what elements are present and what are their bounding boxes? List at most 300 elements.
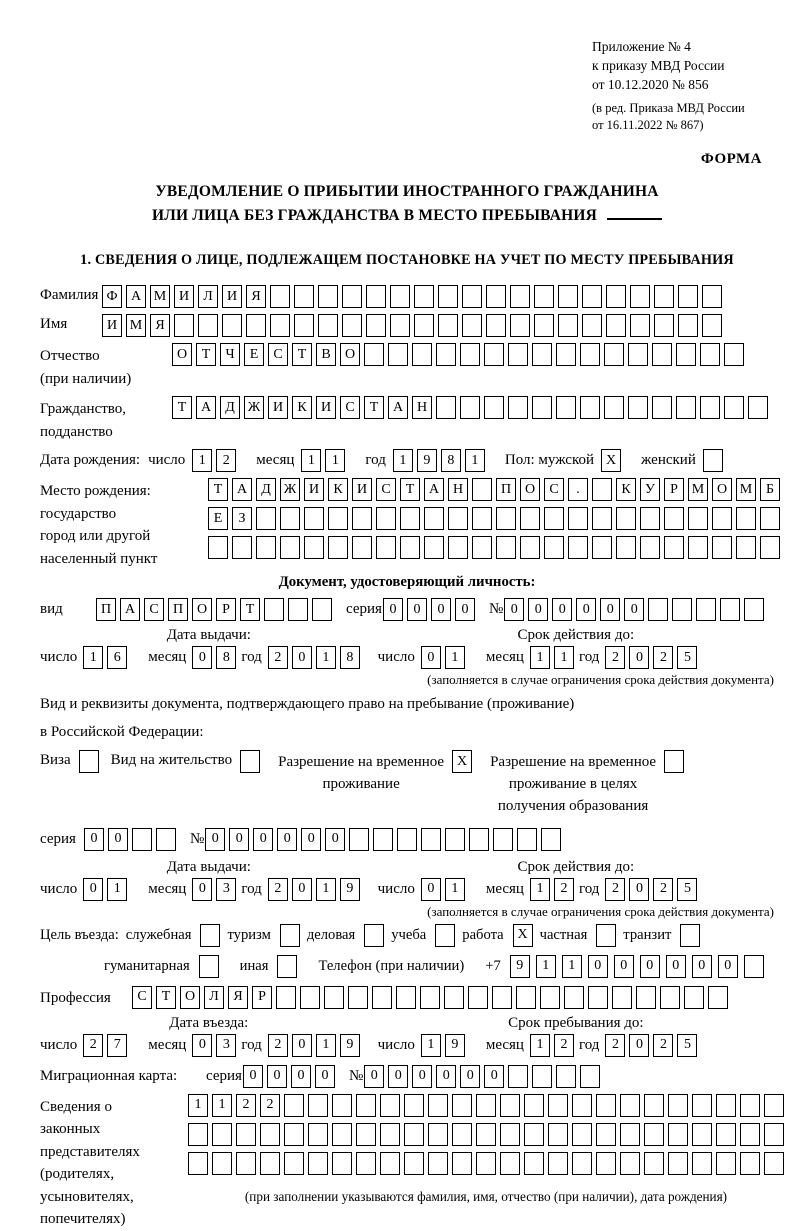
form-cell[interactable]: [652, 396, 672, 419]
form-cell[interactable]: 0: [460, 1065, 480, 1088]
form-cell[interactable]: 2: [216, 449, 236, 472]
form-cell[interactable]: [396, 986, 416, 1009]
form-cell[interactable]: 0: [624, 598, 644, 621]
form-cell[interactable]: [349, 828, 369, 851]
form-cell[interactable]: А: [388, 396, 408, 419]
form-cell[interactable]: [654, 314, 674, 337]
form-cell[interactable]: X: [601, 449, 621, 472]
form-cell[interactable]: Р: [664, 478, 684, 501]
form-cell[interactable]: [424, 507, 444, 530]
form-cell[interactable]: [596, 1123, 616, 1146]
form-cell[interactable]: [280, 924, 300, 947]
form-cell[interactable]: [246, 314, 266, 337]
form-cell[interactable]: [438, 314, 458, 337]
form-cell[interactable]: [400, 507, 420, 530]
form-cell[interactable]: 1: [445, 878, 465, 901]
form-cell[interactable]: [404, 1094, 424, 1117]
form-cell[interactable]: Ж: [244, 396, 264, 419]
form-cell[interactable]: [592, 478, 612, 501]
form-cell[interactable]: [260, 1152, 280, 1175]
form-cell[interactable]: [644, 1152, 664, 1175]
form-cell[interactable]: 2: [653, 1034, 673, 1057]
form-cell[interactable]: [332, 1152, 352, 1175]
form-cell[interactable]: [548, 1094, 568, 1117]
form-cell[interactable]: Ф: [102, 285, 122, 308]
form-cell[interactable]: [500, 1094, 520, 1117]
form-cell[interactable]: [232, 536, 252, 559]
form-cell[interactable]: 0: [600, 598, 620, 621]
form-cell[interactable]: [628, 343, 648, 366]
form-cell[interactable]: [174, 314, 194, 337]
form-cell[interactable]: [364, 924, 384, 947]
form-cell[interactable]: [380, 1123, 400, 1146]
form-cell[interactable]: 0: [718, 955, 738, 978]
form-cell[interactable]: С: [132, 986, 152, 1009]
form-cell[interactable]: [760, 507, 780, 530]
form-cell[interactable]: [548, 1152, 568, 1175]
form-cell[interactable]: [373, 828, 393, 851]
form-cell[interactable]: [324, 986, 344, 1009]
form-cell[interactable]: [517, 828, 537, 851]
form-cell[interactable]: [240, 750, 260, 773]
form-cell[interactable]: [524, 1152, 544, 1175]
form-cell[interactable]: .: [568, 478, 588, 501]
form-cell[interactable]: 2: [554, 1034, 574, 1057]
form-cell[interactable]: [508, 1065, 528, 1088]
form-cell[interactable]: [421, 828, 441, 851]
form-cell[interactable]: X: [513, 924, 533, 947]
form-cell[interactable]: [304, 536, 324, 559]
form-cell[interactable]: [188, 1152, 208, 1175]
form-cell[interactable]: 1: [192, 449, 212, 472]
form-cell[interactable]: 0: [108, 828, 128, 851]
form-cell[interactable]: [644, 1094, 664, 1117]
form-cell[interactable]: 0: [243, 1065, 263, 1088]
form-cell[interactable]: [630, 285, 650, 308]
form-cell[interactable]: Н: [412, 396, 432, 419]
form-cell[interactable]: [716, 1123, 736, 1146]
form-cell[interactable]: [556, 1065, 576, 1088]
form-cell[interactable]: [256, 536, 276, 559]
form-cell[interactable]: [664, 507, 684, 530]
form-cell[interactable]: [328, 536, 348, 559]
form-cell[interactable]: О: [340, 343, 360, 366]
form-cell[interactable]: [288, 598, 308, 621]
form-cell[interactable]: [400, 536, 420, 559]
form-cell[interactable]: [280, 536, 300, 559]
form-cell[interactable]: 0: [292, 1034, 312, 1057]
form-cell[interactable]: [452, 1152, 472, 1175]
form-cell[interactable]: 3: [216, 1034, 236, 1057]
form-cell[interactable]: К: [328, 478, 348, 501]
form-cell[interactable]: 1: [465, 449, 485, 472]
form-cell[interactable]: [208, 536, 228, 559]
form-cell[interactable]: [484, 396, 504, 419]
form-cell[interactable]: С: [144, 598, 164, 621]
form-cell[interactable]: [508, 396, 528, 419]
form-cell[interactable]: [308, 1094, 328, 1117]
form-cell[interactable]: [452, 1094, 472, 1117]
form-cell[interactable]: И: [102, 314, 122, 337]
form-cell[interactable]: [435, 924, 455, 947]
form-cell[interactable]: [596, 1152, 616, 1175]
form-cell[interactable]: [620, 1094, 640, 1117]
form-cell[interactable]: [462, 285, 482, 308]
form-cell[interactable]: [300, 986, 320, 1009]
form-cell[interactable]: [452, 1123, 472, 1146]
form-cell[interactable]: 2: [83, 1034, 103, 1057]
form-cell[interactable]: [510, 314, 530, 337]
form-cell[interactable]: [376, 536, 396, 559]
form-cell[interactable]: [390, 285, 410, 308]
form-cell[interactable]: 1: [316, 1034, 336, 1057]
form-cell[interactable]: [736, 536, 756, 559]
form-cell[interactable]: [436, 343, 456, 366]
form-cell[interactable]: 5: [677, 878, 697, 901]
form-cell[interactable]: [486, 285, 506, 308]
form-cell[interactable]: Р: [252, 986, 272, 1009]
form-cell[interactable]: [284, 1094, 304, 1117]
form-cell[interactable]: [644, 1123, 664, 1146]
form-cell[interactable]: 2: [554, 878, 574, 901]
form-cell[interactable]: [496, 507, 516, 530]
form-cell[interactable]: [702, 285, 722, 308]
form-cell[interactable]: [628, 396, 648, 419]
form-cell[interactable]: [294, 285, 314, 308]
form-cell[interactable]: 9: [340, 878, 360, 901]
form-cell[interactable]: [352, 507, 372, 530]
form-cell[interactable]: К: [616, 478, 636, 501]
form-cell[interactable]: [492, 986, 512, 1009]
form-cell[interactable]: [304, 507, 324, 530]
form-cell[interactable]: С: [268, 343, 288, 366]
form-cell[interactable]: [436, 396, 456, 419]
form-cell[interactable]: [366, 314, 386, 337]
form-cell[interactable]: [664, 750, 684, 773]
form-cell[interactable]: [462, 314, 482, 337]
form-cell[interactable]: Р: [216, 598, 236, 621]
form-cell[interactable]: 1: [530, 646, 550, 669]
form-cell[interactable]: [652, 343, 672, 366]
form-cell[interactable]: [318, 285, 338, 308]
form-cell[interactable]: [332, 1123, 352, 1146]
form-cell[interactable]: [342, 314, 362, 337]
form-cell[interactable]: [604, 396, 624, 419]
form-cell[interactable]: [744, 598, 764, 621]
form-cell[interactable]: [212, 1152, 232, 1175]
form-cell[interactable]: С: [544, 478, 564, 501]
form-cell[interactable]: 0: [84, 828, 104, 851]
form-cell[interactable]: 1: [212, 1094, 232, 1117]
form-cell[interactable]: 0: [407, 598, 427, 621]
form-cell[interactable]: [672, 598, 692, 621]
form-cell[interactable]: 5: [677, 1034, 697, 1057]
form-cell[interactable]: Н: [448, 478, 468, 501]
form-cell[interactable]: [582, 285, 602, 308]
form-cell[interactable]: К: [292, 396, 312, 419]
form-cell[interactable]: [388, 343, 408, 366]
form-cell[interactable]: 0: [666, 955, 686, 978]
form-cell[interactable]: С: [376, 478, 396, 501]
form-cell[interactable]: [420, 986, 440, 1009]
form-cell[interactable]: 1: [325, 449, 345, 472]
form-cell[interactable]: [280, 507, 300, 530]
form-cell[interactable]: 9: [417, 449, 437, 472]
form-cell[interactable]: Т: [292, 343, 312, 366]
form-cell[interactable]: [712, 536, 732, 559]
form-cell[interactable]: 0: [383, 598, 403, 621]
form-cell[interactable]: [534, 314, 554, 337]
form-cell[interactable]: 1: [445, 646, 465, 669]
form-cell[interactable]: [284, 1123, 304, 1146]
form-cell[interactable]: [744, 955, 764, 978]
form-cell[interactable]: [708, 986, 728, 1009]
form-cell[interactable]: 2: [268, 646, 288, 669]
form-cell[interactable]: [640, 507, 660, 530]
form-cell[interactable]: [680, 924, 700, 947]
form-cell[interactable]: [616, 507, 636, 530]
form-cell[interactable]: [428, 1152, 448, 1175]
form-cell[interactable]: 8: [216, 646, 236, 669]
form-cell[interactable]: [414, 314, 434, 337]
form-cell[interactable]: [318, 314, 338, 337]
form-cell[interactable]: [328, 507, 348, 530]
form-cell[interactable]: [648, 598, 668, 621]
form-cell[interactable]: [516, 986, 536, 1009]
form-cell[interactable]: [736, 507, 756, 530]
form-cell[interactable]: [222, 314, 242, 337]
form-cell[interactable]: [720, 598, 740, 621]
form-cell[interactable]: [688, 507, 708, 530]
form-cell[interactable]: 9: [445, 1034, 465, 1057]
form-cell[interactable]: [740, 1123, 760, 1146]
form-cell[interactable]: 1: [301, 449, 321, 472]
form-cell[interactable]: [156, 828, 176, 851]
form-cell[interactable]: [520, 507, 540, 530]
form-cell[interactable]: [572, 1094, 592, 1117]
form-cell[interactable]: [284, 1152, 304, 1175]
form-cell[interactable]: [678, 314, 698, 337]
form-cell[interactable]: [312, 598, 332, 621]
form-cell[interactable]: [510, 285, 530, 308]
form-cell[interactable]: 0: [504, 598, 524, 621]
form-cell[interactable]: [700, 396, 720, 419]
form-cell[interactable]: [636, 986, 656, 1009]
form-cell[interactable]: [460, 396, 480, 419]
form-cell[interactable]: [564, 986, 584, 1009]
form-cell[interactable]: Т: [364, 396, 384, 419]
form-cell[interactable]: Л: [198, 285, 218, 308]
form-cell[interactable]: А: [126, 285, 146, 308]
form-cell[interactable]: 1: [83, 646, 103, 669]
form-cell[interactable]: 9: [340, 1034, 360, 1057]
form-cell[interactable]: [664, 536, 684, 559]
form-cell[interactable]: [688, 536, 708, 559]
form-cell[interactable]: 9: [510, 955, 530, 978]
form-cell[interactable]: С: [340, 396, 360, 419]
form-cell[interactable]: 2: [268, 1034, 288, 1057]
form-cell[interactable]: 1: [393, 449, 413, 472]
form-cell[interactable]: [448, 536, 468, 559]
form-cell[interactable]: [500, 1152, 520, 1175]
form-cell[interactable]: 0: [292, 878, 312, 901]
form-cell[interactable]: 6: [107, 646, 127, 669]
form-cell[interactable]: [496, 536, 516, 559]
form-cell[interactable]: [256, 507, 276, 530]
form-cell[interactable]: А: [232, 478, 252, 501]
form-cell[interactable]: 0: [640, 955, 660, 978]
form-cell[interactable]: И: [222, 285, 242, 308]
form-cell[interactable]: [620, 1123, 640, 1146]
form-cell[interactable]: [472, 536, 492, 559]
form-cell[interactable]: [532, 1065, 552, 1088]
form-cell[interactable]: О: [180, 986, 200, 1009]
form-cell[interactable]: [472, 478, 492, 501]
form-cell[interactable]: [460, 343, 480, 366]
form-cell[interactable]: [276, 986, 296, 1009]
form-cell[interactable]: [270, 285, 290, 308]
form-cell[interactable]: [270, 314, 290, 337]
form-cell[interactable]: [541, 828, 561, 851]
form-cell[interactable]: [308, 1123, 328, 1146]
form-cell[interactable]: [678, 285, 698, 308]
form-cell[interactable]: [654, 285, 674, 308]
form-cell[interactable]: [604, 343, 624, 366]
form-cell[interactable]: [79, 750, 99, 773]
form-cell[interactable]: 1: [530, 878, 550, 901]
form-cell[interactable]: З: [232, 507, 252, 530]
form-cell[interactable]: [493, 828, 513, 851]
form-cell[interactable]: 0: [364, 1065, 384, 1088]
form-cell[interactable]: 0: [277, 828, 297, 851]
form-cell[interactable]: [438, 285, 458, 308]
form-cell[interactable]: [356, 1094, 376, 1117]
form-cell[interactable]: [260, 1123, 280, 1146]
form-cell[interactable]: 0: [484, 1065, 504, 1088]
form-cell[interactable]: [764, 1152, 784, 1175]
form-cell[interactable]: 1: [562, 955, 582, 978]
form-cell[interactable]: 0: [552, 598, 572, 621]
form-cell[interactable]: [500, 1123, 520, 1146]
form-cell[interactable]: [476, 1152, 496, 1175]
form-cell[interactable]: М: [688, 478, 708, 501]
form-cell[interactable]: [700, 343, 720, 366]
form-cell[interactable]: Л: [204, 986, 224, 1009]
form-cell[interactable]: Д: [220, 396, 240, 419]
form-cell[interactable]: 1: [536, 955, 556, 978]
form-cell[interactable]: 1: [316, 646, 336, 669]
form-cell[interactable]: Т: [196, 343, 216, 366]
form-cell[interactable]: 0: [629, 646, 649, 669]
form-cell[interactable]: 0: [692, 955, 712, 978]
form-cell[interactable]: 1: [107, 878, 127, 901]
form-cell[interactable]: [580, 1065, 600, 1088]
form-cell[interactable]: [592, 536, 612, 559]
form-cell[interactable]: [630, 314, 650, 337]
form-cell[interactable]: [668, 1094, 688, 1117]
form-cell[interactable]: [692, 1152, 712, 1175]
form-cell[interactable]: [612, 986, 632, 1009]
form-cell[interactable]: 0: [253, 828, 273, 851]
form-cell[interactable]: [676, 396, 696, 419]
form-cell[interactable]: [716, 1094, 736, 1117]
form-cell[interactable]: [524, 1123, 544, 1146]
form-cell[interactable]: [568, 507, 588, 530]
form-cell[interactable]: 1: [530, 1034, 550, 1057]
form-cell[interactable]: [404, 1123, 424, 1146]
form-cell[interactable]: Е: [208, 507, 228, 530]
form-cell[interactable]: [132, 828, 152, 851]
form-cell[interactable]: [348, 986, 368, 1009]
form-cell[interactable]: [556, 396, 576, 419]
form-cell[interactable]: [592, 507, 612, 530]
form-cell[interactable]: [558, 314, 578, 337]
form-cell[interactable]: 0: [614, 955, 634, 978]
form-cell[interactable]: [404, 1152, 424, 1175]
form-cell[interactable]: [236, 1123, 256, 1146]
form-cell[interactable]: И: [304, 478, 324, 501]
form-cell[interactable]: М: [150, 285, 170, 308]
form-cell[interactable]: [596, 1094, 616, 1117]
form-cell[interactable]: 0: [528, 598, 548, 621]
form-cell[interactable]: 1: [554, 646, 574, 669]
form-cell[interactable]: [332, 1094, 352, 1117]
form-cell[interactable]: И: [268, 396, 288, 419]
form-cell[interactable]: Е: [244, 343, 264, 366]
form-cell[interactable]: 0: [192, 878, 212, 901]
form-cell[interactable]: М: [126, 314, 146, 337]
form-cell[interactable]: П: [168, 598, 188, 621]
form-cell[interactable]: Я: [246, 285, 266, 308]
form-cell[interactable]: [740, 1094, 760, 1117]
form-cell[interactable]: [668, 1123, 688, 1146]
form-cell[interactable]: [696, 598, 716, 621]
form-cell[interactable]: 1: [316, 878, 336, 901]
form-cell[interactable]: 0: [455, 598, 475, 621]
form-cell[interactable]: [476, 1094, 496, 1117]
form-cell[interactable]: [540, 986, 560, 1009]
form-cell[interactable]: 0: [192, 646, 212, 669]
form-cell[interactable]: О: [712, 478, 732, 501]
form-cell[interactable]: [692, 1123, 712, 1146]
form-cell[interactable]: [469, 828, 489, 851]
form-cell[interactable]: [558, 285, 578, 308]
form-cell[interactable]: [716, 1152, 736, 1175]
form-cell[interactable]: Я: [228, 986, 248, 1009]
form-cell[interactable]: [484, 343, 504, 366]
form-cell[interactable]: 2: [260, 1094, 280, 1117]
form-cell[interactable]: [200, 924, 220, 947]
form-cell[interactable]: [364, 343, 384, 366]
form-cell[interactable]: 0: [315, 1065, 335, 1088]
form-cell[interactable]: [380, 1152, 400, 1175]
form-cell[interactable]: Я: [150, 314, 170, 337]
form-cell[interactable]: 7: [107, 1034, 127, 1057]
form-cell[interactable]: 0: [436, 1065, 456, 1088]
form-cell[interactable]: 2: [605, 878, 625, 901]
form-cell[interactable]: И: [316, 396, 336, 419]
form-cell[interactable]: [544, 536, 564, 559]
form-cell[interactable]: 0: [629, 1034, 649, 1057]
form-cell[interactable]: [356, 1123, 376, 1146]
form-cell[interactable]: [212, 1123, 232, 1146]
form-cell[interactable]: [668, 1152, 688, 1175]
form-cell[interactable]: [472, 507, 492, 530]
form-cell[interactable]: [596, 924, 616, 947]
form-cell[interactable]: 0: [267, 1065, 287, 1088]
form-cell[interactable]: [264, 598, 284, 621]
form-cell[interactable]: 0: [291, 1065, 311, 1088]
